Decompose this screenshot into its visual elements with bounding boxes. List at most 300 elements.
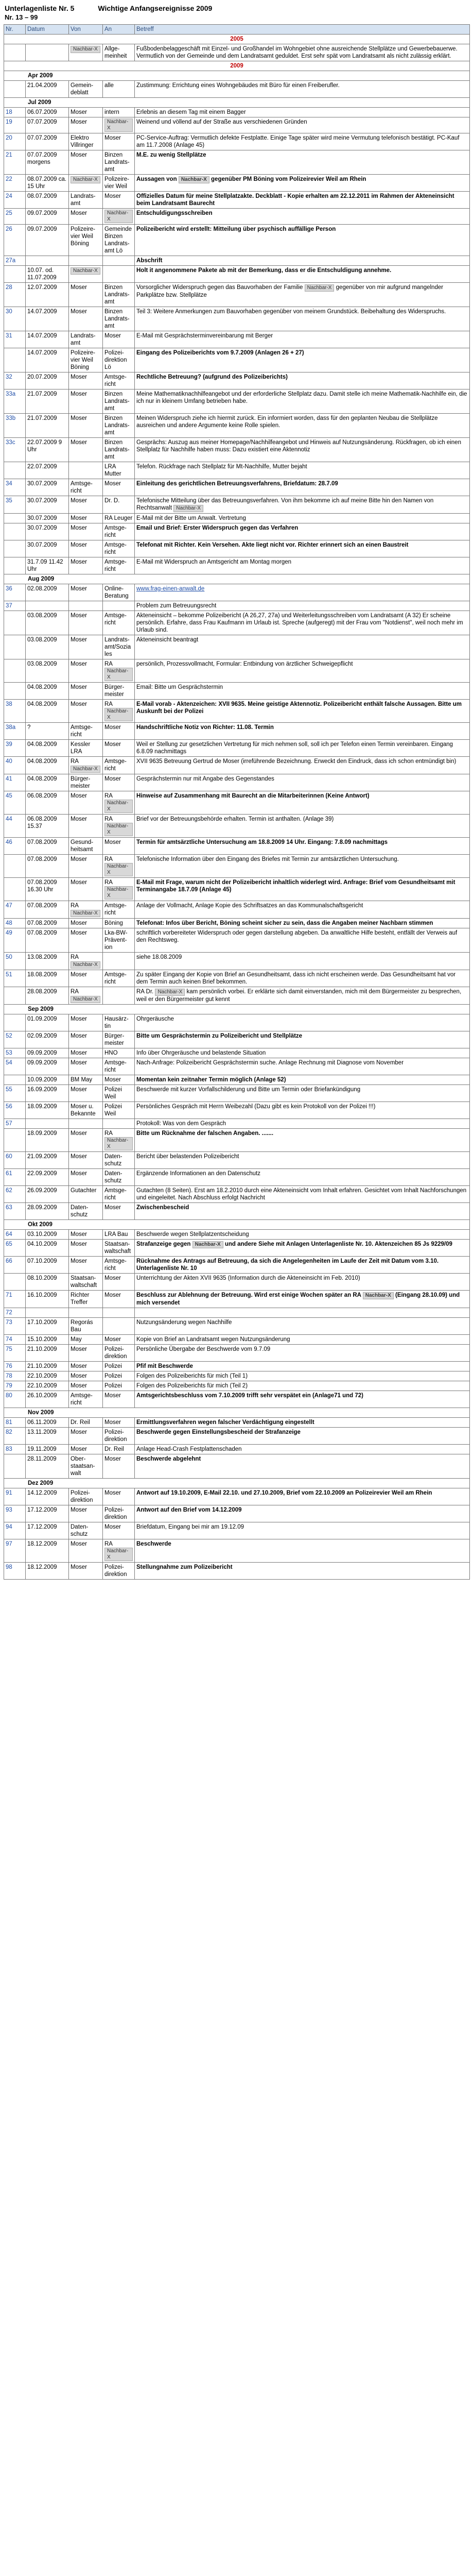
row-subject: Momentan kein zeitnaher Termin möglich (Anlage 52) bbox=[135, 1075, 470, 1085]
row-to: Binzen Landrats-amt bbox=[103, 438, 135, 462]
redaction-box: Nachbar-X bbox=[71, 961, 100, 969]
row-subject: Vorsorglicher Widerspruch gegen das Bauvorhaben der Familie Nachbar-X gegenüber von mir aufgrund mangelnder Parkplätze bzw. Stellplätze bbox=[135, 283, 470, 307]
row-subject: Fußbodenbelaggeschäft mit Einzel- und Großhandel im Wohngebiet ohne ausreichende Stellplätze und Gewerbebauerwe. Vermutlich von der Gemeinde und dem Landratsamt geduldet. Erst sehr spät vom Landratsamt als nicht zulässig erklärt. bbox=[135, 44, 470, 61]
redaction-box: Nachbar-X bbox=[104, 708, 133, 721]
row-subject: Beschwerde mit kurzer Vorfallschilderung und Bitte um Termin oder Briefankündigung bbox=[135, 1085, 470, 1102]
row-subject: Polizeibericht wird erstellt: Mitteilung über psychisch auffällige Person bbox=[135, 225, 470, 256]
row-subject: Antwort auf 19.10.2009, E-Mail 22.10. und 27.10.2009, Brief vom 22.10.2009 an Polizeirevier Weil am Rhein bbox=[135, 1488, 470, 1505]
row-date: 03.08.2009 bbox=[26, 611, 69, 635]
row-date: 03.10.2009 bbox=[26, 1230, 69, 1240]
row-date: 19.11.2009 bbox=[26, 1445, 69, 1454]
row-subject: Anlage Head-Crash Festplattenschaden bbox=[135, 1445, 470, 1454]
row-date: 21.10.2009 bbox=[26, 1362, 69, 1371]
row-to: RA Nachbar-X bbox=[103, 1539, 135, 1563]
redaction-box: Nachbar-X bbox=[104, 1548, 133, 1561]
row-nr: 76 bbox=[4, 1362, 26, 1371]
row-from: BM May bbox=[69, 1075, 103, 1085]
row-nr bbox=[4, 540, 26, 557]
row-nr: 73 bbox=[4, 1318, 26, 1335]
row-to: Moser bbox=[103, 1075, 135, 1085]
row-subject: Ergänzende Informationen an den Datenschutz bbox=[135, 1169, 470, 1186]
table-row bbox=[4, 256, 470, 266]
row-date: 07.08.2009 bbox=[26, 838, 69, 855]
table-row bbox=[4, 414, 470, 438]
row-subject: persönlich, Prozessvollmacht, Formular: Entbindung von ärztlicher Schweigepflicht bbox=[135, 659, 470, 683]
row-date: 07.07.2009 bbox=[26, 133, 69, 150]
row-from: Moser bbox=[69, 117, 103, 133]
row-date: 09.07.2009 bbox=[26, 225, 69, 256]
row-from: Moser bbox=[69, 1240, 103, 1257]
row-to: RA Leuger bbox=[103, 514, 135, 523]
row-from: Moser bbox=[69, 878, 103, 901]
row-date: 30.07.2009 bbox=[26, 479, 69, 496]
row-subject: Amtsgerichtsbeschluss vom 7.10.2009 trifft sehr verspätet ein (Anlage71 und 72) bbox=[135, 1391, 470, 1408]
row-nr bbox=[4, 81, 26, 98]
row-subject: Bericht über belastenden Polizeibericht bbox=[135, 1152, 470, 1169]
row-date: 07.07.2009 morgens bbox=[26, 150, 69, 175]
redaction-box: Nachbar-X bbox=[192, 1241, 223, 1248]
redaction-box: Nachbar-X bbox=[71, 766, 100, 773]
row-from: Moser bbox=[69, 611, 103, 635]
table-row bbox=[4, 133, 470, 150]
row-date: 28.09.2009 bbox=[26, 1203, 69, 1220]
row-date: 21.09.2009 bbox=[26, 1152, 69, 1169]
row-from: Moser bbox=[69, 1230, 103, 1240]
row-nr: 94 bbox=[4, 1522, 26, 1539]
row-subject bbox=[135, 1308, 470, 1318]
row-nr: 41 bbox=[4, 774, 26, 791]
row-to: Moser bbox=[103, 1418, 135, 1428]
row-from: Landrats-amt bbox=[69, 192, 103, 209]
row-from: Elektro Villringer bbox=[69, 133, 103, 150]
row-date: 21.07.2009 bbox=[26, 414, 69, 438]
row-subject: Beschwerde bbox=[135, 1539, 470, 1563]
row-to: Bürger-meister bbox=[103, 1031, 135, 1048]
row-to bbox=[103, 987, 135, 1005]
row-subject: Zwischenbescheid bbox=[135, 1203, 470, 1220]
row-nr bbox=[4, 1454, 26, 1479]
row-nr bbox=[4, 855, 26, 878]
row-from: Regorás Bau bbox=[69, 1318, 103, 1335]
row-subject: Zu später Eingang der Kopie von Brief an Gesundheitsamt, dass ich nicht erscheinen werde. Das Gesundheitsamt hat vor dem Termin auch keinen Brief bekommen. bbox=[135, 970, 470, 987]
table-row bbox=[4, 1291, 470, 1308]
row-from bbox=[69, 462, 103, 479]
redaction-box: Nachbar-X bbox=[71, 46, 100, 53]
row-date: 15.10.2009 bbox=[26, 1335, 69, 1345]
row-subject: Telefon. Rückfrage nach Stellplatz für Mt-Nachhilfe, Mutter bejaht bbox=[135, 462, 470, 479]
row-to: Amtsge-richt bbox=[103, 757, 135, 774]
row-date: 09.09.2009 bbox=[26, 1058, 69, 1075]
row-from: Gesund-heitsamt bbox=[69, 838, 103, 855]
row-to: Amtsge-richt bbox=[103, 611, 135, 635]
row-subject: Email: Bitte um Gesprächstermin bbox=[135, 683, 470, 700]
row-to: Amtsge-richt bbox=[103, 901, 135, 919]
table-row bbox=[4, 1362, 470, 1371]
row-from: Daten-schutz bbox=[69, 1203, 103, 1220]
row-date: 12.07.2009 bbox=[26, 283, 69, 307]
redaction-box: Nachbar-X bbox=[305, 284, 335, 292]
table-row bbox=[4, 1031, 470, 1048]
row-subject: Handschriftliche Notiz von Richter: 11.08. Termin bbox=[135, 723, 470, 740]
table-row bbox=[4, 757, 470, 774]
row-to: Moser bbox=[103, 1274, 135, 1291]
row-nr: 63 bbox=[4, 1203, 26, 1220]
doc-range: Nr. 13 – 99 bbox=[5, 13, 38, 21]
row-date: 22.09.2009 bbox=[26, 1169, 69, 1186]
row-subject: Entschuldigungsschreiben bbox=[135, 209, 470, 225]
row-subject: Gesprächstermin nur mit Angabe des Gegenstandes bbox=[135, 774, 470, 791]
row-from: Moser bbox=[69, 150, 103, 175]
row-date: 04.08.2009 bbox=[26, 700, 69, 723]
document-header bbox=[4, 3, 469, 12]
table-row bbox=[4, 635, 470, 659]
row-nr: 78 bbox=[4, 1371, 26, 1381]
row-subject: Eingang des Polizeiberichts vom 9.7.2009 (Anlagen 26 + 27) bbox=[135, 348, 470, 372]
row-subject: E-Mail mit Frage, warum nicht der Polizeibericht inhaltlich widerlegt wird. Anfrage: Brief vom Gesundheitsamt mit Terminangabe 18.7.09 (Anlage 45) bbox=[135, 878, 470, 901]
table-row bbox=[4, 1085, 470, 1102]
row-subject: Meine Mathematiknachhilfeangebot und der erforderliche Stellplatz dazu. Damit stelle ich meine Mathematik-Nachhilfe ein, die ich nur in kleinem Umfang betrieben habe. bbox=[135, 389, 470, 414]
row-date: 13.08.2009 bbox=[26, 953, 69, 970]
row-nr: 51 bbox=[4, 970, 26, 987]
table-row bbox=[4, 1240, 470, 1257]
row-to: alle bbox=[103, 81, 135, 98]
row-nr: 98 bbox=[4, 1563, 26, 1580]
row-nr: 21 bbox=[4, 150, 26, 175]
row-nr: 40 bbox=[4, 757, 26, 774]
table-row bbox=[4, 1522, 470, 1539]
row-to: Lka-BW-Prävent-ion bbox=[103, 928, 135, 953]
row-date: 30.07.2009 bbox=[26, 496, 69, 514]
row-date: 06.08.2009 bbox=[26, 791, 69, 815]
row-to: Polizei Weil bbox=[103, 1102, 135, 1119]
table-row bbox=[4, 307, 470, 331]
row-nr: 37 bbox=[4, 601, 26, 611]
table-row bbox=[4, 1418, 470, 1428]
row-date: 03.08.2009 bbox=[26, 635, 69, 659]
year-separator-row bbox=[4, 61, 470, 71]
table-row bbox=[4, 209, 470, 225]
table-row bbox=[4, 1428, 470, 1445]
row-nr: 79 bbox=[4, 1381, 26, 1391]
table-row bbox=[4, 1129, 470, 1152]
table-row bbox=[4, 740, 470, 757]
row-nr: 24 bbox=[4, 192, 26, 209]
table-row bbox=[4, 438, 470, 462]
row-date: 17.12.2009 bbox=[26, 1522, 69, 1539]
row-nr bbox=[4, 1274, 26, 1291]
row-to: Moser bbox=[103, 133, 135, 150]
row-nr: 45 bbox=[4, 791, 26, 815]
row-subject: PC-Service-Auftrag: Vermutlich defekte Festplatte. Einige Tage später wird meine Vermutung telefonisch bestätigt. PC-Kauf am 11.7.2008 (Anlage 45) bbox=[135, 133, 470, 150]
table-row bbox=[4, 331, 470, 348]
row-to: Polizei-direktion bbox=[103, 1345, 135, 1362]
redaction-box: Nachbar-X bbox=[173, 505, 203, 512]
row-subject: Kopie von Brief an Landratsamt wegen Nutzungsänderung bbox=[135, 1335, 470, 1345]
row-to: Amtsge-richt bbox=[103, 557, 135, 574]
row-nr: 57 bbox=[4, 1119, 26, 1129]
row-nr: 30 bbox=[4, 307, 26, 331]
table-row bbox=[4, 1318, 470, 1335]
row-date: 18.12.2009 bbox=[26, 1563, 69, 1580]
row-to: RA Nachbar-X bbox=[103, 700, 135, 723]
month-separator-row bbox=[4, 1408, 470, 1418]
row-date: 07.08.2009 bbox=[26, 928, 69, 953]
row-from: Moser bbox=[69, 635, 103, 659]
row-nr: 81 bbox=[4, 1418, 26, 1428]
row-date: 10.07. od. 11.07.2009 bbox=[26, 266, 69, 283]
row-nr: 55 bbox=[4, 1085, 26, 1102]
row-to: Polizei-direktion Lö bbox=[103, 348, 135, 372]
row-date: 14.07.2009 bbox=[26, 348, 69, 372]
row-from: Moser bbox=[69, 389, 103, 414]
table-row bbox=[4, 1445, 470, 1454]
row-nr: 93 bbox=[4, 1505, 26, 1522]
row-to: RA Nachbar-X bbox=[103, 815, 135, 838]
row-subject: Weinend und völlend auf der Straße aus verschiedenen Gründen bbox=[135, 117, 470, 133]
row-subject: Telefonische Mitteilung über das Betreuungsverfahren. Von ihm bekomme ich auf meine Bitte hin den Namen von Rechtsanwalt Nachbar-X bbox=[135, 496, 470, 514]
row-subject[interactable]: www.frag-einen-anwalt.de bbox=[135, 584, 470, 601]
row-nr: 75 bbox=[4, 1345, 26, 1362]
row-subject: Email und Brief: Erster Widerspruch gegen das Verfahren bbox=[135, 523, 470, 540]
col-header-date: Datum bbox=[26, 25, 69, 35]
row-from: Moser bbox=[69, 108, 103, 117]
row-subject: Nach-Anfrage: Polizeibericht Gesprächstermin suche. Anlage Rechnung mit Diagnose vom November bbox=[135, 1058, 470, 1075]
row-nr: 65 bbox=[4, 1240, 26, 1257]
row-date: 22.10.2009 bbox=[26, 1381, 69, 1391]
row-to: Polizei Weil bbox=[103, 1085, 135, 1102]
row-nr bbox=[4, 659, 26, 683]
month-separator-row bbox=[4, 1005, 470, 1014]
col-header-nr: Nr. bbox=[4, 25, 26, 35]
redaction-box: Nachbar-X bbox=[179, 176, 209, 183]
row-date: 07.08.2009 16.30 Uhr bbox=[26, 878, 69, 901]
row-date: 04.10.2009 bbox=[26, 1240, 69, 1257]
row-to: Moser bbox=[103, 774, 135, 791]
row-from: Moser u. Bekannte bbox=[69, 1102, 103, 1119]
table-row bbox=[4, 1257, 470, 1274]
row-nr: 83 bbox=[4, 1445, 26, 1454]
row-date: 02.09.2009 bbox=[26, 1031, 69, 1048]
row-date: 28.08.2009 bbox=[26, 987, 69, 1005]
row-nr: 25 bbox=[4, 209, 26, 225]
table-row bbox=[4, 584, 470, 601]
table-row bbox=[4, 928, 470, 953]
row-from: Bürger-meister bbox=[69, 774, 103, 791]
row-subject: Persönliches Gespräch mit Herrn Weibezahl (Dazu gibt es kein Protokoll von der Polizei !!!) bbox=[135, 1102, 470, 1119]
row-from: Moser bbox=[69, 1152, 103, 1169]
year-label: 2009 bbox=[4, 61, 470, 71]
table-row bbox=[4, 700, 470, 723]
row-from: Moser bbox=[69, 1031, 103, 1048]
row-from: Kessler LRA bbox=[69, 740, 103, 757]
row-date: 28.11.2009 bbox=[26, 1454, 69, 1479]
row-subject: Weil er Stellung zur gesetzlichen Vertretung für mich nehmen soll, soll ich per Telefon einen Termin vereinbaren. Eingang 6.8.09 nachmittags bbox=[135, 740, 470, 757]
month-separator-row bbox=[4, 1479, 470, 1488]
row-to: Moser bbox=[103, 838, 135, 855]
row-from: Moser bbox=[69, 700, 103, 723]
table-row bbox=[4, 117, 470, 133]
row-subject: Rechtliche Betreuung? (aufgrund des Polizeiberichts) bbox=[135, 372, 470, 389]
table-row bbox=[4, 601, 470, 611]
row-nr: 64 bbox=[4, 1230, 26, 1240]
redaction-box: Nachbar-X bbox=[71, 176, 100, 183]
table-row bbox=[4, 225, 470, 256]
row-to: Moser bbox=[103, 1391, 135, 1408]
row-nr: 35 bbox=[4, 496, 26, 514]
row-to: Polizei bbox=[103, 1362, 135, 1371]
redaction-box: Nachbar-X bbox=[155, 989, 185, 996]
row-from: Moser bbox=[69, 1345, 103, 1362]
row-subject: Offizielles Datum für meine Stellplatzakte. Deckblatt - Kopie erhalten am 22.12.2011 im Rahmen der Akteneinsicht beim Landratsamt Baurecht bbox=[135, 192, 470, 209]
row-subject: Ohrgeräusche bbox=[135, 1014, 470, 1031]
row-subject: Einleitung des gerichtlichen Betreuungsverfahrens, Briefdatum: 28.7.09 bbox=[135, 479, 470, 496]
table-row bbox=[4, 1102, 470, 1119]
row-subject: XVII 9635 Betreuung Gertrud de Moser (irreführende Bezeichnung. Erweckt den Eindruck, dass ich schon entmündigt bin) bbox=[135, 757, 470, 774]
row-to: Amtsge-richt bbox=[103, 523, 135, 540]
row-date: 09.07.2009 bbox=[26, 209, 69, 225]
row-date: 01.09.2009 bbox=[26, 1014, 69, 1031]
table-row bbox=[4, 479, 470, 496]
row-subject: Problem zum Betreuungsrecht bbox=[135, 601, 470, 611]
row-to: Binzen Landrats-amt bbox=[103, 283, 135, 307]
row-nr: 91 bbox=[4, 1488, 26, 1505]
redaction-box: Nachbar-X bbox=[71, 910, 100, 917]
row-from: Gutachter bbox=[69, 1186, 103, 1203]
row-nr: 34 bbox=[4, 479, 26, 496]
row-subject: E-Mail mit Gesprächsterminvereinbarung mit Berger bbox=[135, 331, 470, 348]
row-from bbox=[69, 1119, 103, 1129]
row-subject: schriftlich vorbereiteter Widerspruch oder gegen darstellung abgeben. Da anwaltliche Hilfe besteht, entfällt der Verweis auf den Rechtsweg. bbox=[135, 928, 470, 953]
row-subject: Gutachten (8 Seiten). Erst am 18.2.2010 durch eine Akteneinsicht vom Inhalt erfahren. Gesichtet vom Inhalt Nachforschungen und eingeleitet. Nach Abschluss erfolgt Nachricht bbox=[135, 1186, 470, 1203]
table-row bbox=[4, 953, 470, 970]
row-nr: 38 bbox=[4, 700, 26, 723]
row-from: Moser bbox=[69, 683, 103, 700]
row-subject: E-Mail mit Widerspruch an Amtsgericht am Montag morgen bbox=[135, 557, 470, 574]
row-date: 20.07.2009 bbox=[26, 372, 69, 389]
row-from: Moser bbox=[69, 1563, 103, 1580]
table-header-row bbox=[4, 25, 470, 35]
row-from: Moser bbox=[69, 414, 103, 438]
table-row bbox=[4, 1335, 470, 1345]
row-from: Daten-schutz bbox=[69, 1522, 103, 1539]
table-row bbox=[4, 1075, 470, 1085]
table-row bbox=[4, 1230, 470, 1240]
table-row bbox=[4, 44, 470, 61]
row-date: 07.08.2009 bbox=[26, 919, 69, 928]
row-nr: 26 bbox=[4, 225, 26, 256]
row-date: 14.07.2009 bbox=[26, 307, 69, 331]
table-row bbox=[4, 150, 470, 175]
row-subject: Holt it angenommene Pakete ab mit der Bemerkung, dass er die Entschuldigung annehme. bbox=[135, 266, 470, 283]
row-from: Dr. Reil bbox=[69, 1418, 103, 1428]
table-row bbox=[4, 1014, 470, 1031]
table-row bbox=[4, 108, 470, 117]
row-from: Richter Treffer bbox=[69, 1291, 103, 1308]
row-date: 18.09.2009 bbox=[26, 1102, 69, 1119]
row-from: Polizeire-vier Weil Böning bbox=[69, 348, 103, 372]
table-row bbox=[4, 1203, 470, 1220]
month-label: Aug 2009 bbox=[4, 574, 470, 584]
row-to: Staatsan-waltschaft bbox=[103, 1240, 135, 1257]
row-subject: Akteneinsicht – bekomme Polizeibericht (A 26,27, 27a) und Weiterleitungsschreiben vom Landratsamt (A 32) Er scheine persönlich. Erfahre, dass Frau Kaufmann im Urlaub ist. Spreche (aufgeregt) mit der Frau vom "Notdienst", weil noch mehr im Urlaub sind. bbox=[135, 611, 470, 635]
row-date: 04.08.2009 bbox=[26, 683, 69, 700]
row-from: Gemein-deblatt bbox=[69, 81, 103, 98]
doc-label: Unterlagenliste Nr. 5 bbox=[5, 4, 75, 12]
row-nr bbox=[4, 1075, 26, 1085]
row-to: Daten-schutz bbox=[103, 1169, 135, 1186]
row-date: 08.07.2009 ca. 15 Uhr bbox=[26, 175, 69, 192]
row-to: Polizeire-vier Weil bbox=[103, 175, 135, 192]
row-to: Böning bbox=[103, 919, 135, 928]
row-nr: 52 bbox=[4, 1031, 26, 1048]
row-subject: Folgen des Polizeiberichts für mich (Teil 1) bbox=[135, 1371, 470, 1381]
row-from: Moser bbox=[69, 584, 103, 601]
table-row bbox=[4, 1454, 470, 1479]
row-from: Moser bbox=[69, 1014, 103, 1031]
row-from bbox=[69, 601, 103, 611]
table-row bbox=[4, 1152, 470, 1169]
row-from: Moser bbox=[69, 815, 103, 838]
row-date: 02.08.2009 bbox=[26, 584, 69, 601]
col-header-to: An bbox=[103, 25, 135, 35]
row-subject: Ermittlungsverfahren wegen falscher Verdächtigung eingestellt bbox=[135, 1418, 470, 1428]
table-row bbox=[4, 1505, 470, 1522]
doc-title: Wichtige Anfangsereignisse 2009 bbox=[98, 4, 213, 12]
row-to: Online-Beratung bbox=[103, 584, 135, 601]
row-to: Amtsge-richt bbox=[103, 1257, 135, 1274]
row-nr: 53 bbox=[4, 1048, 26, 1058]
month-label: Sep 2009 bbox=[4, 1005, 470, 1014]
row-nr: 66 bbox=[4, 1257, 26, 1274]
table-row bbox=[4, 1119, 470, 1129]
row-from: Moser bbox=[69, 1539, 103, 1563]
row-subject: Hinweise auf Zusammenhang mit Baurecht an die Mitarbeiterinnen (Keine Antwort) bbox=[135, 791, 470, 815]
table-row bbox=[4, 192, 470, 209]
row-from bbox=[69, 44, 103, 61]
month-separator-row bbox=[4, 1220, 470, 1230]
row-subject: Unterrichtung der Akten XVII 9635 (Information durch die Akteneinsicht im Feb. 2010) bbox=[135, 1274, 470, 1291]
row-from: Moser bbox=[69, 1445, 103, 1454]
row-to bbox=[103, 1308, 135, 1318]
table-row bbox=[4, 523, 470, 540]
row-to: Amtsge-richt bbox=[103, 540, 135, 557]
row-date: 18.08.2009 bbox=[26, 970, 69, 987]
row-subject: Pfif mit Beschwerde bbox=[135, 1362, 470, 1371]
row-to bbox=[103, 266, 135, 283]
row-date: 16.09.2009 bbox=[26, 1085, 69, 1102]
row-to: Dr. D. bbox=[103, 496, 135, 514]
row-subject: M.E. zu wenig Stellplätze bbox=[135, 150, 470, 175]
row-date: 10.09.2009 bbox=[26, 1075, 69, 1085]
row-subject: Briefdatum, Eingang bei mir am 19.12.09 bbox=[135, 1522, 470, 1539]
row-to: Polizei-direktion bbox=[103, 1428, 135, 1445]
row-nr: 27a bbox=[4, 256, 26, 266]
row-nr bbox=[4, 611, 26, 635]
table-row bbox=[4, 611, 470, 635]
row-nr: 33c bbox=[4, 438, 26, 462]
row-date: 22.07.2009 bbox=[26, 462, 69, 479]
row-subject: Bitte um Rücknahme der falschen Angaben. ....... bbox=[135, 1129, 470, 1152]
row-subject: Akteneinsicht beantragt bbox=[135, 635, 470, 659]
row-to bbox=[103, 1119, 135, 1129]
row-to: Hausärz-tin bbox=[103, 1014, 135, 1031]
row-subject: Beschwerde wegen Stellplatzentscheidung bbox=[135, 1230, 470, 1240]
row-date: 07.07.2009 bbox=[26, 117, 69, 133]
row-from: RA Nachbar-X bbox=[69, 757, 103, 774]
row-from: Moser bbox=[69, 209, 103, 225]
row-subject: Beschluss zur Ablehnung der Betreuung. Wird erst einige Wochen später an RA Nachbar-X (Eingang 28.10.09) und mich versendet bbox=[135, 1291, 470, 1308]
row-from: Moser bbox=[69, 1257, 103, 1274]
